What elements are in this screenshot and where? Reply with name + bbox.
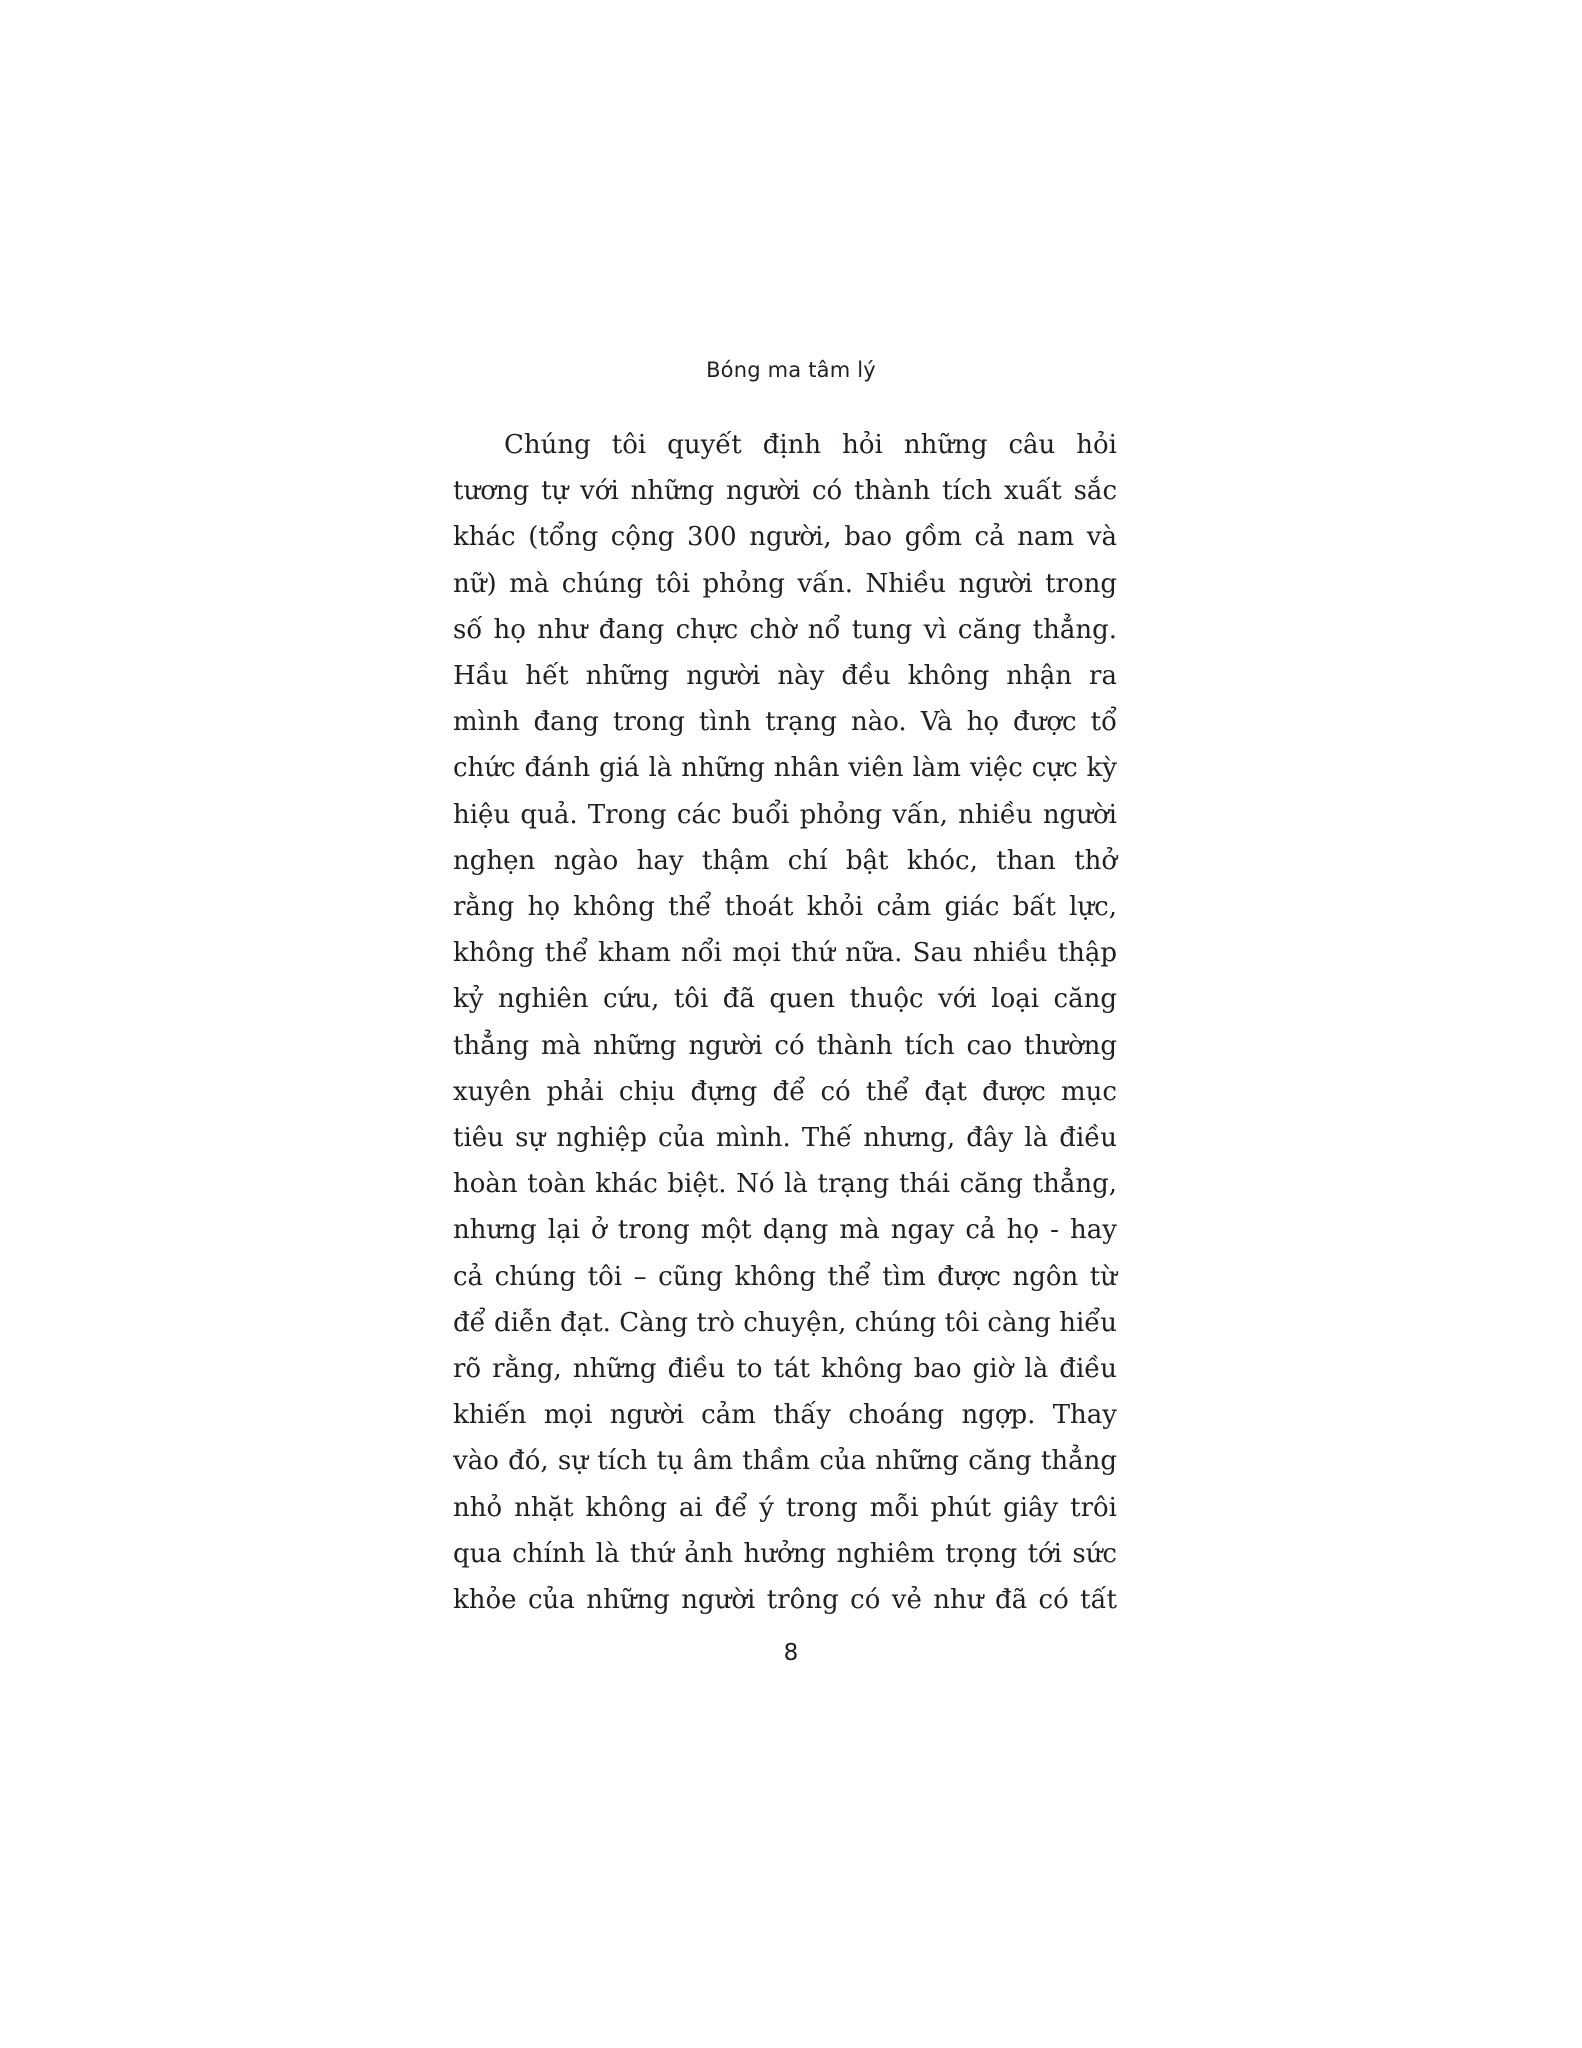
text-line: không thể kham nổi mọi thứ nữa. Sau nhiều thập (453, 938, 1117, 969)
text-line: mình đang trong tình trạng nào. Và họ được tổ (453, 707, 1117, 738)
text-line: chức đánh giá là những nhân viên làm việc cực kỳ (453, 753, 1117, 784)
text-line: nhỏ nhặt không ai để ý trong mỗi phút giây trôi (453, 1492, 1117, 1523)
text-line: qua chính là thứ ảnh hưởng nghiêm trọng tới sức (453, 1538, 1117, 1569)
text-line: hiệu quả. Trong các buổi phỏng vấn, nhiều người (453, 799, 1117, 830)
text-line: vào đó, sự tích tụ âm thầm của những căng thẳng (453, 1446, 1117, 1477)
text-line: nghẹn ngào hay thậm chí bật khóc, than thở (453, 845, 1117, 876)
running-header: Bóng ma tâm lý (706, 358, 876, 382)
text-line: khỏe của những người trông có vẻ như đã có tất (453, 1585, 1117, 1616)
text-line: để diễn đạt. Càng trò chuyện, chúng tôi càng hiểu (453, 1307, 1117, 1338)
text-line: rõ rằng, những điều to tát không bao giờ là điều (453, 1354, 1117, 1385)
text-line: khiến mọi người cảm thấy choáng ngợp. Thay (453, 1400, 1117, 1431)
text-line: tương tự với những người có thành tích xuất sắc (453, 476, 1117, 507)
text-line: tiêu sự nghiệp của mình. Thế nhưng, đây là điều (453, 1123, 1117, 1154)
text-line: hoàn toàn khác biệt. Nó là trạng thái căng thẳng, (453, 1169, 1117, 1200)
page-number: 8 (783, 1640, 799, 1666)
text-line: cả chúng tôi – cũng không thể tìm được ngôn từ (453, 1261, 1117, 1292)
body-paragraph (453, 422, 1117, 1623)
text-line: khác (tổng cộng 300 người, bao gồm cả nam và (453, 522, 1117, 553)
text-line: Hầu hết những người này đều không nhận ra (453, 661, 1117, 692)
text-line: Chúng tôi quyết định hỏi những câu hỏi (504, 430, 1117, 460)
text-line: xuyên phải chịu đựng để có thể đạt được mục (453, 1076, 1117, 1107)
text-line: nữ) mà chúng tôi phỏng vấn. Nhiều người trong (453, 568, 1117, 599)
text-line: kỷ nghiên cứu, tôi đã quen thuộc với loại căng (453, 984, 1117, 1015)
text-line: số họ như đang chực chờ nổ tung vì căng thẳng. (453, 614, 1117, 645)
text-line: rằng họ không thể thoát khỏi cảm giác bất lực, (453, 892, 1117, 923)
text-line: nhưng lại ở trong một dạng mà ngay cả họ - hay (453, 1215, 1117, 1246)
text-line: thẳng mà những người có thành tích cao thường (453, 1030, 1117, 1061)
